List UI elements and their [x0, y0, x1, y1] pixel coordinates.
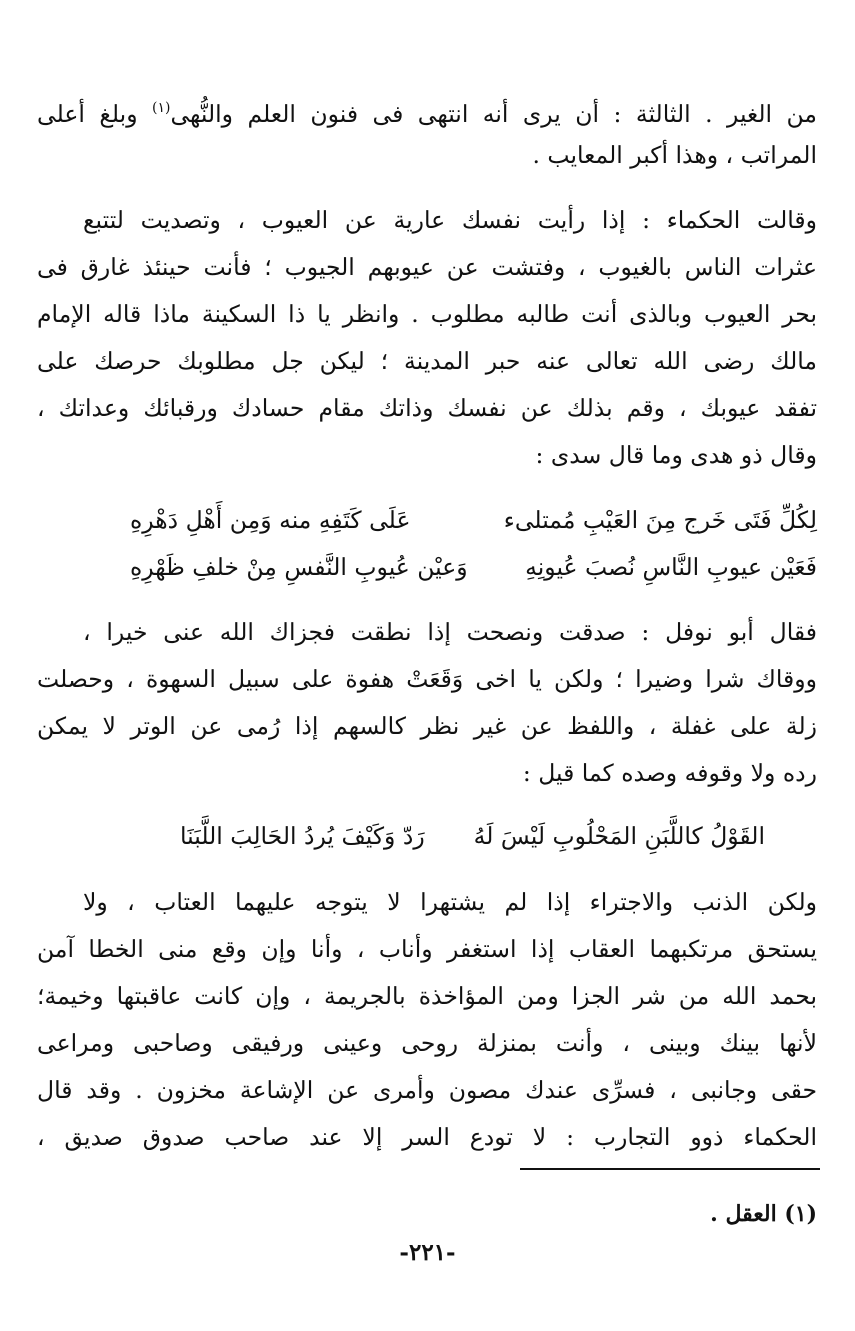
verse-hemistich-left: وَعيْن عُيوبِ النَّفسِ مِنْ خلفِ ظَهْرِهِ: [130, 553, 468, 581]
text-line: ووقاك شرا وضيرا ؛ ولكن يا اخى وَقَعَتْ هفوة على سبيل السهوة ، وحصلت: [37, 665, 817, 693]
text-line: الحكماء ذوو التجارب : لا تودع السر إلا عند صاحب صدوق صديق ،: [37, 1123, 817, 1151]
text-line: تفقد عيوبك ، وقم بذلك عن نفسك وذاتك مقام حسادك ورقبائك وعداتك ،: [37, 394, 817, 422]
footnote-separator: [520, 1168, 820, 1170]
text-line: وقال ذو هدى وما قال سدى :: [535, 441, 817, 469]
text-line: بحر العيوب وبالذى أنت طالبه مطلوب . وانظر يا ذا السكينة ماذا قاله الإمام: [37, 300, 817, 328]
text-line: فقال أبو نوفل : صدقت ونصحت إذا نطقت فجزاك الله عنى خيرا ،: [83, 618, 817, 646]
text-line: لأنها بينك وبينى ، وأنت بمنزلة روحى وعينى ورفيقى وصاحبى ومراعى: [37, 1029, 817, 1057]
text-line: ولكن الذنب والاجتراء إذا لم يشتهرا لا يتوجه عليهما العتاب ، ولا: [83, 888, 817, 916]
text-line: زلة على غفلة ، واللفظ عن غير نظر كالسهم إذا رُمى عن الوتر لا يمكن: [37, 712, 817, 740]
text-segment: وبلغ أعلى: [37, 100, 138, 128]
footnote: (١) العقل .: [710, 1201, 817, 1227]
verse-hemistich-right: لِكُلِّ فَتَى خَرج مِنَ العَيْبِ مُمتلىء: [503, 506, 817, 534]
text-line: رده ولا وقوفه وصده كما قيل :: [522, 759, 817, 787]
text-line: يستحق مرتكبهما العقاب إذا استغفر وأناب ، وأنا وإن وقع منى الخطا آمن: [37, 935, 817, 963]
text-line: عثرات الناس بالغيوب ، وفتشت عن عيوبهم الجيوب ؛ فأنت حينئذ غارق فى: [37, 253, 817, 281]
verse-hemistich-right: القَوْلُ كاللَّبَنِ المَحْلُوبِ لَيْسَ لَهُ: [473, 822, 765, 850]
text-line: المراتب ، وهذا أكبر المعايب .: [532, 141, 817, 169]
verse-hemistich-left: عَلَى كَتَفِهِ منه وَمِن أَهْلِ دَهْرِهِ: [130, 506, 411, 534]
text-line: [37, 88, 817, 134]
text-segment: من الغير . الثالثة : أن يرى أنه انتهى فى فنون العلم والنُّهى: [170, 100, 817, 128]
verse-hemistich-right: فَعَيْن عيوبِ النَّاسِ نُصبَ عُيونِهِ: [525, 553, 817, 581]
text-line: بحمد الله من شر الجزا ومن المؤاخذة بالجريمة ، وإن كانت عاقبتها وخيمة؛: [37, 982, 817, 1010]
text-line: مالك رضى الله تعالى عنه حبر المدينة ؛ ليكن جل مطلوبك حرصك على: [37, 347, 817, 375]
verse-hemistich-left: رَدّ وَكَيْفَ يُردُ الحَالِبَ اللَّبَنَا: [180, 822, 425, 850]
text-line: حقى وجانبى ، فسرِّى عندك مصون وأمرى عن الإشاعة مخزون . وقد قال: [37, 1076, 817, 1104]
footnote-marker: (١): [152, 100, 171, 116]
page-number: -٢٢١-: [399, 1239, 456, 1266]
text-line: وقالت الحكماء : إذا رأيت نفسك عارية عن العيوب ، وتصديت لتتبع: [83, 206, 817, 234]
